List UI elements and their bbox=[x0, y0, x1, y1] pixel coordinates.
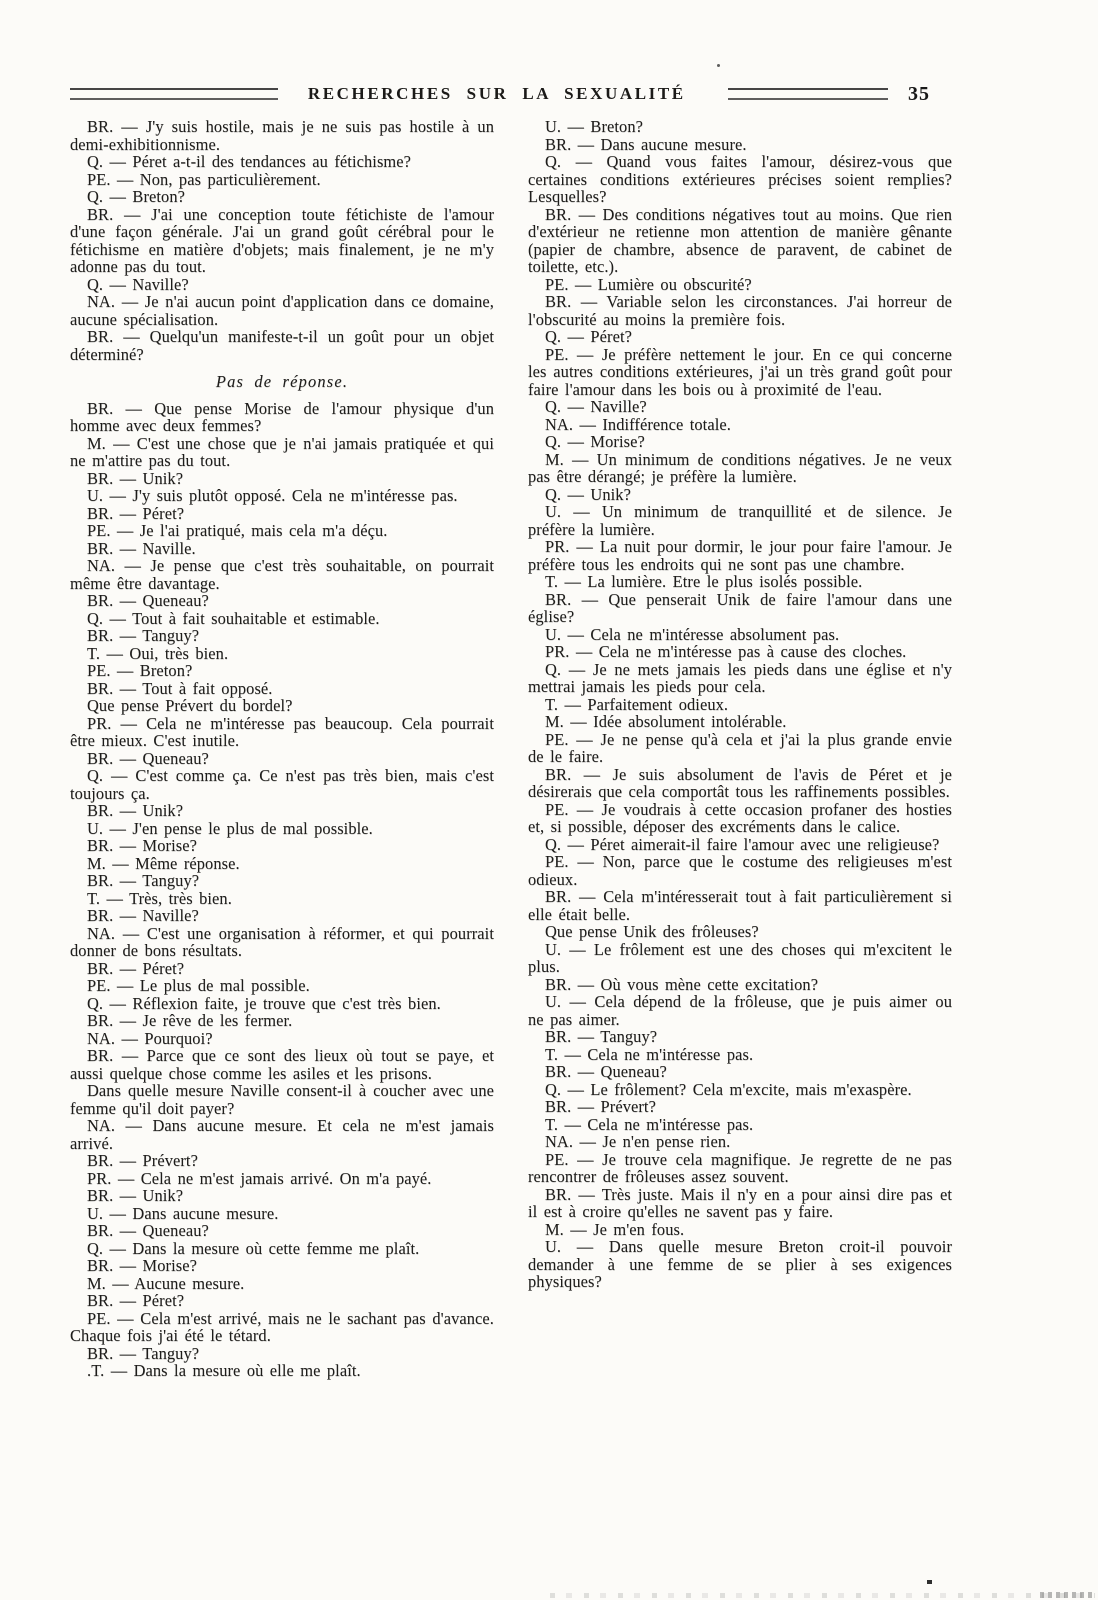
dialogue-paragraph: BR. — Péret? bbox=[87, 503, 185, 523]
dialogue-paragraph: BR. — Naville? bbox=[87, 906, 199, 925]
dialogue-paragraph: Q. — Morise? bbox=[545, 432, 645, 451]
dialogue-paragraph: Q. — Péret a-t-il des tendances au fétichisme? bbox=[87, 152, 412, 171]
dialogue-paragraph: T. — Très, très bien. bbox=[87, 888, 232, 908]
dialogue-paragraph: BR. — Je suis absolument de l'avis de Péret et je désirerais que cela comportât tous les raffinements possibles. bbox=[528, 764, 952, 801]
dialogue-paragraph: Q. — Unik? bbox=[545, 484, 631, 504]
dialogue-paragraph: BR. — Morise? bbox=[87, 836, 197, 855]
dialogue-paragraph: T. — La lumière. Etre le plus isolés possible. bbox=[545, 572, 863, 591]
dialogue-paragraph: PE. — Non, parce que le costume des religieuses m'est odieux. bbox=[528, 852, 952, 889]
dialogue-paragraph: Q. — Tout à fait souhaitable et estimable. bbox=[87, 608, 380, 628]
dialogue-paragraph: NA. — Je pense que c'est très souhaitable, on pourrait même être davantage. bbox=[70, 556, 494, 593]
dialogue-paragraph: M. — Aucune mesure. bbox=[87, 1273, 245, 1293]
dialogue-paragraph: M. — Idée absolument intolérable. bbox=[545, 712, 787, 731]
dialogue-paragraph: BR. — Cela m'intéresserait tout à fait particulièrement si elle était belle. bbox=[528, 887, 952, 924]
dialogue-paragraph: Que pense Unik des frôleuses? bbox=[545, 922, 759, 941]
dialogue-paragraph: PE. — Je trouve cela magnifique. Je regrette de ne pas rencontrer de frôleuses assez souvent. bbox=[528, 1149, 952, 1186]
scan-speck-top bbox=[717, 64, 720, 67]
dialogue-paragraph: BR. — Morise? bbox=[87, 1256, 197, 1275]
dialogue-paragraph: T. — Parfaitement odieux. bbox=[545, 694, 729, 714]
dialogue-paragraph: BR. — Tanguy? bbox=[87, 871, 200, 890]
dialogue-paragraph: U. — Cela ne m'intéresse absolument pas. bbox=[545, 624, 840, 644]
text-columns bbox=[70, 118, 952, 1380]
dialogue-paragraph: BR. — Que pense Morise de l'amour physique d'un homme avec deux femmes? bbox=[70, 398, 494, 435]
dialogue-paragraph: BR. — Quelqu'un manifeste-t-il un goût pour un objet déterminé? bbox=[70, 327, 494, 364]
dialogue-paragraph: BR. — Unik? bbox=[87, 801, 184, 820]
dialogue-paragraph: PE. — Le plus de mal possible. bbox=[87, 976, 310, 995]
dialogue-paragraph: PE. — Cela m'est arrivé, mais ne le sachant pas d'avance. Chaque fois j'ai été le tétard. bbox=[70, 1308, 494, 1345]
dialogue-paragraph: U. — Le frôlement est une des choses qui m'excitent le plus. bbox=[528, 939, 952, 976]
dialogue-paragraph: BR. — Dans aucune mesure. bbox=[545, 134, 747, 154]
dialogue-paragraph: U. — J'y suis plutôt opposé. Cela ne m'intéresse pas. bbox=[87, 486, 458, 505]
dialogue-paragraph: Q. — C'est comme ça. Ce n'est pas très bien, mais c'est toujours ça. bbox=[70, 766, 494, 803]
dialogue-paragraph: NA. — Dans aucune mesure. Et cela ne m'est jamais arrivé. bbox=[70, 1116, 494, 1153]
dialogue-paragraph: BR. — Queneau? bbox=[87, 591, 209, 610]
dialogue-paragraph: Q. — Le frôlement? Cela m'excite, mais m'exaspère. bbox=[545, 1079, 912, 1099]
dialogue-paragraph: PR. — Cela ne m'intéresse pas beaucoup. Cela pourrait être mieux. C'est inutile. bbox=[70, 713, 494, 750]
dialogue-paragraph: NA. — C'est une organisation à réformer, et qui pourrait donner de bons résultats. bbox=[70, 923, 494, 960]
dialogue-paragraph: Q. — Naville? bbox=[545, 397, 647, 416]
scan-speck-bottom bbox=[927, 1580, 932, 1584]
dialogue-paragraph: Dans quelle mesure Naville consent-il à coucher avec une femme qu'il doit payer? bbox=[70, 1081, 494, 1118]
no-response-note: Pas de réponse. bbox=[215, 372, 349, 391]
dialogue-paragraph: BR. — Tout à fait opposé. bbox=[87, 678, 273, 698]
dialogue-paragraph: BR. — Tanguy? bbox=[545, 1027, 658, 1046]
dialogue-paragraph: BR. — Prévert? bbox=[87, 1151, 198, 1170]
dialogue-paragraph: U. — J'en pense le plus de mal possible. bbox=[87, 818, 373, 838]
scan-smudge-bottom-edge bbox=[550, 1593, 1095, 1598]
dialogue-paragraph: M. — Même réponse. bbox=[87, 853, 240, 873]
dialogue-paragraph: BR. — Des conditions négatives tout au moins. Que rien d'extérieur ne retienne mon attention de manière gênante (papier de chambre, absence de paravent, de cabinet de toilette, etc.). bbox=[528, 204, 952, 276]
dialogue-paragraph: BR. — Tanguy? bbox=[87, 1343, 200, 1363]
dialogue-paragraph: Q. — Je ne mets jamais les pieds dans une église et n'y mettrai jamais les pieds pour cela. bbox=[528, 659, 952, 696]
dialogue-paragraph: BR. — Très juste. Mais il n'y en a pour ainsi dire pas et il est à croire qu'elles ne savent pas y faire. bbox=[528, 1184, 952, 1221]
dialogue-paragraph: BR. — Unik? bbox=[87, 468, 184, 488]
dialogue-paragraph: M. — Un minimum de conditions négatives. Je ne veux pas être dérangé; je préfère la lumière. bbox=[528, 449, 952, 486]
dialogue-paragraph: BR. — Tanguy? bbox=[87, 626, 200, 645]
dialogue-paragraph: U. — Dans quelle mesure Breton croit-il pouvoir demander à une femme de se plier à ses exigences physiques? bbox=[528, 1237, 952, 1291]
dialogue-paragraph: NA. — Je n'en pense rien. bbox=[545, 1132, 731, 1151]
dialogue-paragraph: PR. — Cela ne m'est jamais arrivé. On m'a payé. bbox=[87, 1168, 432, 1188]
dialogue-paragraph: PR. — La nuit pour dormir, le jour pour faire l'amour. Je préfère tous les endroits qui ne sont pas une chambre. bbox=[528, 537, 952, 574]
dialogue-paragraph: U. — Cela dépend de la frôleuse, que je puis aimer ou ne pas aimer. bbox=[528, 992, 952, 1029]
page-title: RECHERCHES SUR LA SEXUALITÉ bbox=[307, 84, 686, 103]
dialogue-paragraph: BR. — Queneau? bbox=[545, 1062, 667, 1081]
dialogue-paragraph: NA. — Je n'ai aucun point d'application dans ce domaine, aucune spécialisation. bbox=[70, 292, 494, 329]
dialogue-paragraph: PE. — Je l'ai pratiqué, mais cela m'a déçu. bbox=[87, 521, 388, 540]
dialogue-paragraph: .T. — Dans la mesure où elle me plaît. bbox=[87, 1361, 361, 1380]
dialogue-paragraph: Q. — Péret aimerait-il faire l'amour avec une religieuse? bbox=[545, 834, 940, 854]
dialogue-paragraph: NA. — Indifférence totale. bbox=[545, 414, 731, 434]
dialogue-paragraph: U. — Dans aucune mesure. bbox=[87, 1203, 279, 1223]
dialogue-paragraph: BR. — Je rêve de les fermer. bbox=[87, 1011, 293, 1030]
header-rule-right bbox=[728, 88, 888, 100]
dialogue-paragraph: Q. — Dans la mesure où cette femme me plaît. bbox=[87, 1238, 420, 1258]
scan-smudge-bottom-right bbox=[1040, 1592, 1092, 1598]
dialogue-paragraph: PE. — Lumière ou obscurité? bbox=[545, 274, 752, 294]
dialogue-paragraph: M. — C'est une chose que je n'ai jamais pratiquée et qui ne m'attire pas du tout. bbox=[70, 433, 494, 470]
dialogue-paragraph: BR. — Naville. bbox=[87, 538, 196, 558]
dialogue-paragraph: BR. — Parce que ce sont des lieux où tout se paye, et aussi quelque chose comme les asiles et les prisons. bbox=[70, 1046, 494, 1083]
dialogue-paragraph: T. — Cela ne m'intéresse pas. bbox=[545, 1114, 754, 1134]
dialogue-paragraph: BR. — Variable selon les circonstances. J'ai horreur de l'obscurité au moins la première fois. bbox=[528, 292, 952, 329]
dialogue-paragraph: T. — Cela ne m'intéresse pas. bbox=[545, 1044, 754, 1064]
dialogue-paragraph: BR. — J'ai une conception toute fétichiste de l'amour d'une façon générale. J'ai un grand goût cérébral pour le fétichisme en matière d'objets; mais finalement, je ne m'y adonne pas du tout. bbox=[70, 204, 494, 276]
dialogue-paragraph: Q. — Réflexion faite, je trouve que c'est très bien. bbox=[87, 993, 441, 1013]
dialogue-paragraph: PE. — Breton? bbox=[87, 661, 193, 680]
dialogue-paragraph: BR. — Queneau? bbox=[87, 1221, 209, 1240]
dialogue-paragraph: PE. — Je ne pense qu'à cela et j'ai la plus grande envie de le faire. bbox=[528, 729, 952, 766]
dialogue-paragraph: M. — Je m'en fous. bbox=[545, 1219, 685, 1239]
dialogue-paragraph: U. — Breton? bbox=[545, 117, 644, 136]
header-rule-left bbox=[70, 88, 278, 100]
dialogue-paragraph: BR. — Unik? bbox=[87, 1186, 184, 1205]
page-number: 35 bbox=[908, 82, 930, 105]
dialogue-paragraph: BR. — J'y suis hostile, mais je ne suis pas hostile à un demi-exhibitionnisme. bbox=[70, 117, 494, 154]
dialogue-paragraph: Q. — Breton? bbox=[87, 187, 186, 206]
dialogue-paragraph: BR. — Prévert? bbox=[545, 1097, 656, 1116]
dialogue-paragraph: PE. — Non, pas particulièrement. bbox=[87, 169, 321, 189]
dialogue-paragraph: NA. — Pourquoi? bbox=[87, 1028, 213, 1048]
dialogue-paragraph: BR. — Queneau? bbox=[87, 748, 209, 768]
dialogue-paragraph: BR. — Où vous mène cette excitation? bbox=[545, 974, 819, 994]
dialogue-paragraph: PR. — Cela ne m'intéresse pas à cause des cloches. bbox=[545, 642, 907, 661]
page-header bbox=[70, 80, 930, 108]
dialogue-paragraph: Q. — Naville? bbox=[87, 274, 189, 294]
dialogue-paragraph: Q. — Quand vous faites l'amour, désirez-vous que certaines conditions extérieures précises soient remplies? Lesquelles? bbox=[528, 152, 952, 206]
dialogue-paragraph: BR. — Que penserait Unik de faire l'amour dans une église? bbox=[528, 589, 952, 626]
dialogue-paragraph: BR. — Péret? bbox=[87, 958, 185, 978]
dialogue-paragraph: U. — Un minimum de tranquillité et de silence. Je préfère la lumière. bbox=[528, 502, 952, 539]
dialogue-paragraph: BR. — Péret? bbox=[87, 1291, 185, 1310]
dialogue-paragraph: PE. — Je voudrais à cette occasion profaner des hosties et, si possible, déposer des excréments dans le calice. bbox=[528, 799, 952, 836]
left-column bbox=[70, 118, 494, 1380]
dialogue-paragraph: T. — Oui, très bien. bbox=[87, 643, 229, 663]
right-column bbox=[528, 118, 952, 1380]
dialogue-paragraph: Q. — Péret? bbox=[545, 327, 632, 346]
dialogue-paragraph: Que pense Prévert du bordel? bbox=[87, 696, 293, 715]
dialogue-paragraph: PE. — Je préfère nettement le jour. En ce qui concerne les autres conditions extérieures, j'ai un très grand goût pour faire l'amour dans les bois ou à proximité de l'eau. bbox=[528, 344, 952, 399]
